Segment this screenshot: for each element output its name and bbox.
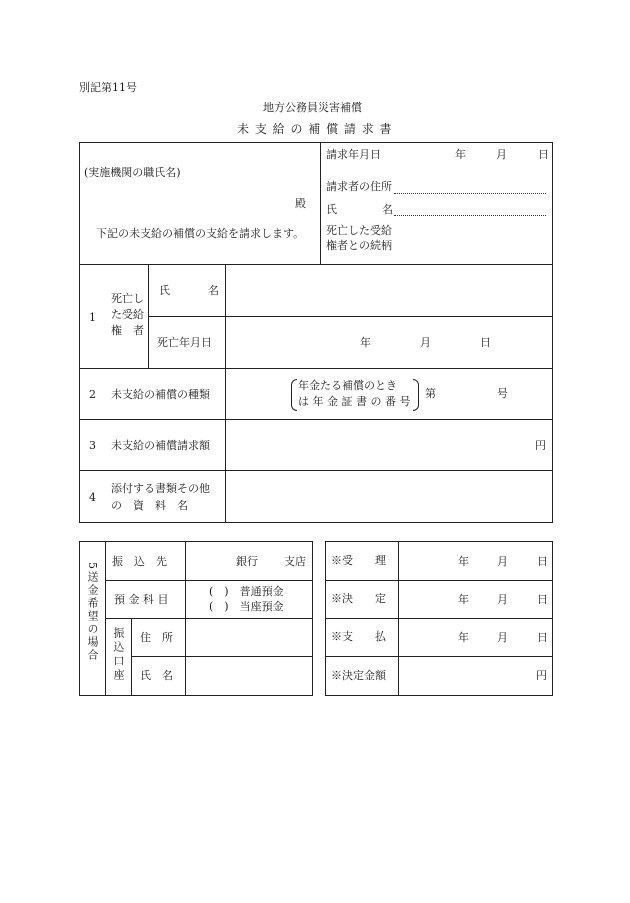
deceased-label-1: 死亡し [111, 292, 144, 305]
death-day: 日 [480, 336, 491, 349]
deceased-label-3: 権 者 [111, 324, 144, 337]
receipt-month: 月 [497, 555, 508, 568]
section-2-number: 2 [89, 388, 96, 401]
section-3-number: 3 [89, 439, 96, 452]
payment-label: ※支 払 [331, 630, 386, 643]
transfer-destination-label: 振 込 先 [112, 555, 167, 568]
claim-amount-yen: 円 [535, 439, 546, 452]
decision-month: 月 [497, 593, 508, 606]
remittance-vertical-label: 5送金希望の場合 [86, 562, 99, 662]
deposit-type-label: 預 金 科 目 [114, 593, 169, 606]
claimant-name-label-2: 名 [382, 203, 393, 216]
payment-year: 年 [458, 631, 469, 644]
receipt-year: 年 [458, 555, 469, 568]
deceased-name-field[interactable] [226, 265, 552, 316]
pension-note-1: 年金たる補償のとき [298, 379, 397, 392]
branch-label: 支店 [284, 555, 306, 568]
decision-day: 日 [537, 593, 548, 606]
account-name-label: 氏 名 [140, 669, 173, 682]
account-vertical-label: 振込口座 [112, 627, 125, 683]
claim-amount-label: 未支給の補償請求額 [111, 439, 210, 452]
relation-label-2: 権者との続柄 [326, 239, 392, 252]
title-line-1: 地方公務員災害補償 [263, 101, 362, 114]
deposit-option-current[interactable]: ( ) 当座預金 [209, 600, 284, 613]
dono-label: 殿 [295, 197, 306, 210]
payment-month: 月 [497, 631, 508, 644]
receipt-day: 日 [537, 555, 548, 568]
decision-label: ※決 定 [331, 592, 386, 605]
relation-label-1: 死亡した受給 [326, 224, 392, 237]
request-year: 年 [455, 148, 466, 161]
deceased-name-label-2: 名 [208, 284, 219, 297]
addressee-label: (実施機関の職氏名) [84, 166, 181, 179]
benefit-type-label: 未支給の補償の種類 [111, 388, 210, 401]
decided-amount-yen: 円 [536, 669, 547, 682]
decided-amount-label: ※決定金額 [331, 669, 386, 682]
claimant-address-label: 請求者の住所 [326, 180, 392, 193]
attachments-label-1: 添付する書類その他 [111, 482, 210, 495]
claimant-name-label-1: 氏 [326, 203, 337, 216]
attachments-label-2: の 資 料 名 [111, 499, 188, 512]
death-month: 月 [420, 336, 431, 349]
decision-year: 年 [458, 593, 469, 606]
deceased-name-label-1: 氏 [159, 284, 170, 297]
deposit-option-ordinary[interactable]: ( ) 普通預金 [209, 585, 284, 598]
request-day: 日 [538, 148, 549, 161]
deceased-label-2: た受給 [111, 308, 144, 321]
section-4-number: 4 [89, 491, 96, 504]
receipt-label: ※受 理 [331, 554, 386, 567]
request-sentence: 下記の未支給の補償の支給を請求します。 [96, 227, 305, 240]
section-1-number: 1 [89, 311, 96, 324]
account-address-field[interactable] [186, 619, 312, 656]
form-number: 別記第11号 [79, 81, 137, 94]
payment-day: 日 [537, 631, 548, 644]
death-year: 年 [360, 336, 371, 349]
page-title: 未 支 給 の 補 償 請 求 書 [237, 122, 393, 136]
account-name-field[interactable] [186, 657, 312, 695]
certificate-dai: 第 [425, 387, 436, 400]
pension-note-2: は 年 金 証 書 の 番 号 [298, 395, 411, 408]
claimant-name-field[interactable] [394, 215, 546, 216]
account-address-label: 住 所 [140, 631, 173, 644]
certificate-go: 号 [497, 387, 508, 400]
request-month: 月 [496, 148, 507, 161]
claimant-address-field[interactable] [394, 193, 546, 194]
request-date-label: 請求年月日 [326, 148, 381, 161]
bank-label: 銀行 [236, 555, 258, 568]
death-date-label: 死亡年月日 [157, 336, 212, 349]
